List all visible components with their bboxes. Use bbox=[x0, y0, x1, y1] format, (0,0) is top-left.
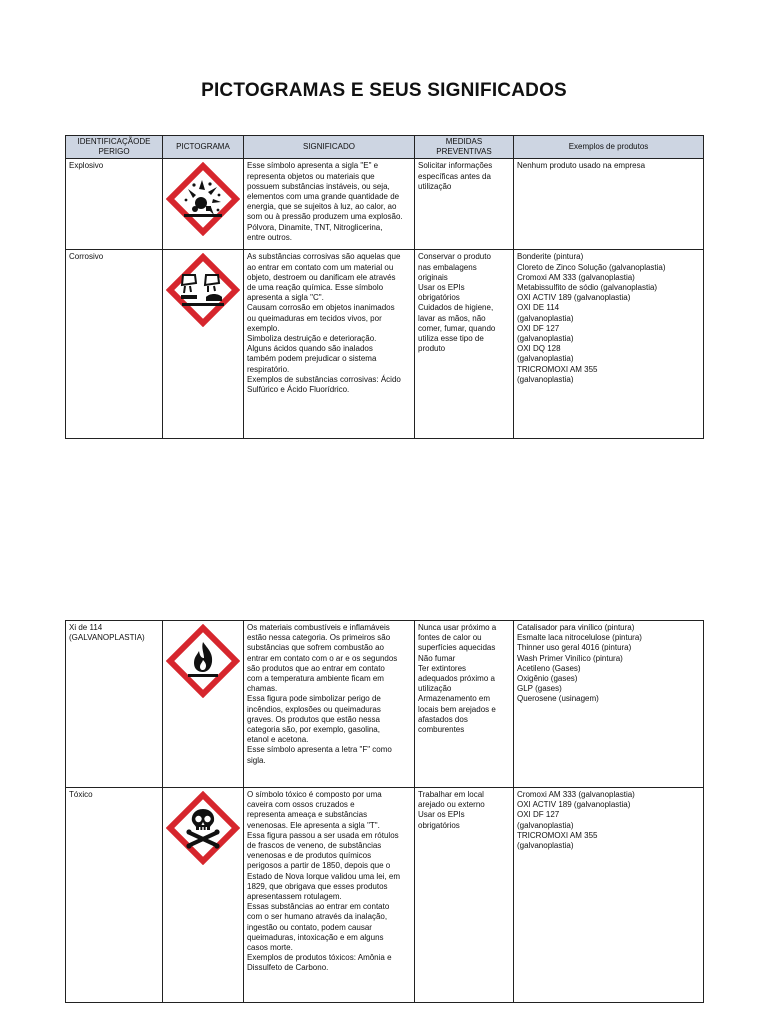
text-line: MEDIDAS bbox=[445, 137, 483, 146]
text-line: Pólvora, Dinamite, TNT, Nitroglicerina, bbox=[247, 222, 383, 232]
text-line: também podem prejudicar o sistema bbox=[247, 354, 377, 364]
cell-pictogram bbox=[163, 159, 244, 250]
text-line: IDENTIFICAÇÃODE bbox=[77, 137, 151, 146]
text-line: energia, que se sujeitos à luz, ao calor, ao bbox=[247, 202, 397, 212]
text-line: Dissulfeto de Carbono. bbox=[247, 963, 329, 973]
header-meaning bbox=[244, 136, 415, 159]
text-line: 1829, que obrigava que esses produtos bbox=[247, 881, 388, 891]
explosive-icon bbox=[166, 162, 240, 236]
text-line: afastados dos bbox=[418, 714, 468, 724]
text-line: venenosas. Ele apresenta a sigla "T". bbox=[247, 820, 380, 830]
flammable-icon bbox=[166, 624, 240, 698]
text-line: Bonderite (pintura) bbox=[517, 252, 584, 262]
cell-meaning bbox=[244, 621, 415, 788]
text-line: Xi de 114 bbox=[69, 623, 103, 632]
cell-product-examples bbox=[514, 250, 704, 439]
cell-preventive-measures bbox=[415, 621, 514, 788]
text-line: específicas antes da bbox=[418, 171, 491, 181]
text-line: OXI ACTIV 189 (galvanoplastia) bbox=[517, 293, 631, 303]
toxic-icon bbox=[166, 791, 240, 865]
text-line: arejado ou externo bbox=[418, 800, 485, 810]
text-line: obrigatórios bbox=[418, 293, 460, 303]
text-line: Exemplos de produtos tóxicos: Amônia e bbox=[247, 953, 392, 963]
text-line: sigla. bbox=[247, 755, 266, 765]
text-line: Explosivo bbox=[69, 161, 104, 171]
text-line: Sulfúrico e Ácido Fluorídrico. bbox=[247, 385, 350, 395]
text-line: locais bem arejados e bbox=[418, 704, 496, 714]
text-line: adequados próximo a bbox=[418, 674, 495, 684]
text-line: Wash Primer Vinílico (pintura) bbox=[517, 653, 623, 663]
text-line: categoria são, por exemplo, gasolina, bbox=[247, 725, 380, 735]
text-line: Não fumar bbox=[418, 653, 456, 663]
text-line: (galvanoplastia) bbox=[517, 374, 574, 384]
text-line: comburentes bbox=[418, 725, 465, 735]
table-row-explosive bbox=[66, 159, 704, 250]
text-line: fontes de calor ou bbox=[418, 633, 482, 643]
text-line: As substâncias corrosivas são aquelas que bbox=[247, 252, 401, 262]
text-line: Oxigênio (gases) bbox=[517, 674, 578, 684]
text-line: substâncias que sofrem combustão ao bbox=[247, 643, 384, 653]
cell-pictogram bbox=[163, 250, 244, 439]
text-line: Os materiais combustíveis e inflamáveis bbox=[247, 623, 390, 632]
text-line: Causam corrosão em objetos inanimados bbox=[247, 303, 395, 313]
text-line: Simboliza destruição e deterioração. bbox=[247, 334, 377, 344]
text-line: de uma reação química. Esse símbolo bbox=[247, 283, 384, 293]
text-line: Trabalhar em local bbox=[418, 790, 484, 799]
text-line: ou queimaduras em tecidos vivos, por bbox=[247, 313, 382, 323]
text-line: Catalisador para vinílico (pintura) bbox=[517, 623, 635, 632]
text-line: Essa figura passou a ser usada em rótulos bbox=[247, 830, 399, 840]
table-row-flammable bbox=[66, 621, 704, 788]
text-line: lavar as mãos, não bbox=[418, 313, 486, 323]
cell-meaning bbox=[244, 159, 415, 250]
hazard-table-1 bbox=[65, 135, 704, 439]
text-line: venenosas e de produtos químicos bbox=[247, 851, 372, 861]
text-line: Conservar o produto bbox=[418, 252, 491, 262]
text-line: TRICROMOXI AM 355 bbox=[517, 364, 598, 374]
text-line: (GALVANOPLASTIA) bbox=[69, 633, 145, 643]
corrosive-icon bbox=[166, 253, 240, 327]
text-line: (galvanoplastia) bbox=[517, 841, 574, 851]
text-line: queimaduras, intoxicação e em alguns bbox=[247, 932, 384, 942]
text-line: utilização bbox=[418, 684, 452, 694]
text-line: (galvanoplastia) bbox=[517, 820, 574, 830]
table-row-toxic bbox=[66, 788, 704, 1003]
text-line: O símbolo tóxico é composto por uma bbox=[247, 790, 382, 799]
text-line: ao entrar em contato com um material ou bbox=[247, 262, 394, 272]
table-row-corrosive bbox=[66, 250, 704, 439]
text-line: Nenhum produto usado na empresa bbox=[517, 161, 646, 171]
text-line: Metabissulfito de sódio (galvanoplastia) bbox=[517, 283, 658, 293]
text-line: Estado de Nova Iorque validou uma lei, em bbox=[247, 871, 400, 881]
cell-product-examples bbox=[514, 159, 704, 250]
text-line: elementos com uma grande quantidade de bbox=[247, 192, 400, 202]
text-line: Essas substâncias ao entrar em contato bbox=[247, 902, 390, 912]
text-line: som ou à pressão produzem uma explosão. bbox=[247, 212, 403, 222]
text-line: Cromoxi AM 333 (galvanoplastia) bbox=[517, 272, 635, 282]
text-line: originais bbox=[418, 272, 448, 282]
cell-pictogram bbox=[163, 788, 244, 1003]
text-line: PICTOGRAMA bbox=[176, 142, 230, 152]
text-line: ingestão ou contato, podem causar bbox=[247, 922, 372, 932]
table-header-row bbox=[66, 136, 704, 159]
cell-preventive-measures bbox=[415, 788, 514, 1003]
text-line: obrigatórios bbox=[418, 820, 460, 830]
text-line: utiliza esse tipo de bbox=[418, 334, 484, 344]
header-pictogram bbox=[163, 136, 244, 159]
text-line: superfícies aquecidas bbox=[418, 643, 496, 653]
hazard-table-2 bbox=[65, 620, 704, 1003]
text-line: perigosos a partir de 1850, depois que o bbox=[247, 861, 391, 871]
text-line: produto bbox=[418, 344, 446, 354]
cell-preventive-measures bbox=[415, 250, 514, 439]
text-line: OXI DQ 128 bbox=[517, 344, 561, 354]
cell-meaning bbox=[244, 250, 415, 439]
text-line: Usar os EPIs bbox=[418, 283, 465, 293]
text-line: Cloreto de Zinco Solução (galvanoplastia) bbox=[517, 262, 666, 272]
text-line: (galvanoplastia) bbox=[517, 313, 574, 323]
text-line: apresenta a sigla "C". bbox=[247, 293, 324, 303]
header-product-examples bbox=[514, 136, 704, 159]
text-line: OXI DF 127 bbox=[517, 323, 560, 333]
header-preventive-measures bbox=[415, 136, 514, 159]
text-line: utilização bbox=[418, 181, 452, 191]
text-line: GLP (gases) bbox=[517, 684, 562, 694]
text-line: apresentassem rotulagem. bbox=[247, 892, 342, 902]
cell-identification bbox=[66, 788, 163, 1003]
text-line: Esse símbolo apresenta a sigla "E" e bbox=[247, 161, 379, 171]
text-line: Querosene (usinagem) bbox=[517, 694, 599, 704]
text-line: Tóxico bbox=[69, 790, 93, 799]
text-line: Cromoxi AM 333 (galvanoplastia) bbox=[517, 790, 635, 799]
text-line: comer, fumar, quando bbox=[418, 323, 496, 333]
text-line: com o ser humano através da inalação, bbox=[247, 912, 388, 922]
text-line: Esmalte laca nitrocelulose (pintura) bbox=[517, 633, 642, 643]
text-line: Armazenamento em bbox=[418, 694, 491, 704]
text-line: OXI DF 127 bbox=[517, 810, 560, 820]
text-line: casos morte. bbox=[247, 943, 293, 953]
text-line: com a temperatura ambiente ficam em bbox=[247, 674, 384, 684]
cell-preventive-measures bbox=[415, 159, 514, 250]
text-line: Thinner uso geral 4016 (pintura) bbox=[517, 643, 632, 653]
text-line: exemplo. bbox=[247, 323, 280, 333]
text-line: Alguns ácidos quando são inalados bbox=[247, 344, 373, 354]
text-line: incêndios, explosões ou queimaduras bbox=[247, 704, 381, 714]
text-line: chamas. bbox=[247, 684, 278, 694]
text-line: nas embalagens bbox=[418, 262, 477, 272]
text-line: possuem substâncias instáveis, ou seja, bbox=[247, 181, 390, 191]
text-line: etanol e acetona. bbox=[247, 735, 309, 745]
text-line: (galvanoplastia) bbox=[517, 334, 574, 344]
text-line: Corrosivo bbox=[69, 252, 104, 262]
text-line: (galvanoplastia) bbox=[517, 354, 574, 364]
text-line: Acetileno (Gases) bbox=[517, 663, 581, 673]
cell-identification bbox=[66, 159, 163, 250]
text-line: respiratório. bbox=[247, 364, 290, 374]
header-identification bbox=[66, 136, 163, 159]
text-line: Exemplos de produtos bbox=[568, 142, 649, 152]
text-line: entre outros. bbox=[247, 232, 292, 242]
cell-identification bbox=[66, 621, 163, 788]
cell-product-examples bbox=[514, 788, 704, 1003]
text-line: Essa figura pode simbolizar perigo de bbox=[247, 694, 381, 704]
cell-product-examples bbox=[514, 621, 704, 788]
text-line: representa objetos ou materiais que bbox=[247, 171, 375, 181]
text-line: graves. Os produtos que estão nessa bbox=[247, 714, 380, 724]
text-line: SIGNIFICADO bbox=[302, 142, 355, 152]
text-line: Esse símbolo apresenta a letra "F" como bbox=[247, 745, 392, 755]
text-line: estão nessa categoria. Os primeiros são bbox=[247, 633, 391, 643]
text-line: entrar em contato com o ar e os segundos bbox=[247, 653, 398, 663]
text-line: PREVENTIVAS bbox=[436, 147, 492, 157]
text-line: representa ameaça e substâncias bbox=[247, 810, 368, 820]
cell-meaning bbox=[244, 788, 415, 1003]
text-line: Solicitar informações bbox=[418, 161, 493, 171]
cell-identification bbox=[66, 250, 163, 439]
text-line: de frascos de veneno, de substâncias bbox=[247, 841, 382, 851]
text-line: caveira com ossos cruzados e bbox=[247, 800, 355, 810]
text-line: OXI ACTIV 189 (galvanoplastia) bbox=[517, 800, 631, 810]
text-line: TRICROMOXI AM 355 bbox=[517, 830, 598, 840]
text-line: Usar os EPIs bbox=[418, 810, 465, 820]
text-line: Exemplos de substâncias corrosivas: Ácido bbox=[247, 374, 401, 384]
text-line: são produtos que ao entrar em contato bbox=[247, 663, 385, 673]
text-line: OXI DE 114 bbox=[517, 303, 560, 313]
text-line: Cuidados de higiene, bbox=[418, 303, 494, 313]
page-title: PICTOGRAMAS E SEUS SIGNIFICADOS bbox=[201, 80, 567, 101]
text-line: PERIGO bbox=[98, 147, 130, 157]
text-line: Ter extintores bbox=[418, 663, 467, 673]
text-line: objeto, destroem ou danificam ele através bbox=[247, 272, 396, 282]
cell-pictogram bbox=[163, 621, 244, 788]
text-line: Nunca usar próximo a bbox=[418, 623, 497, 632]
